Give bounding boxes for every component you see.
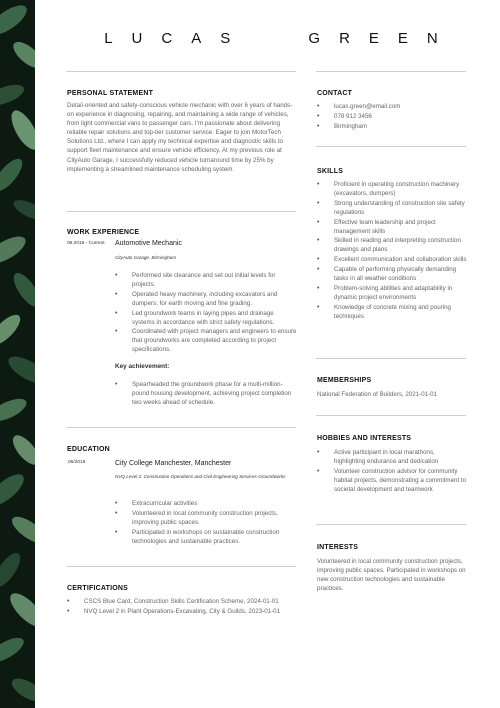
school-name: City College Manchester, Manchester: [115, 460, 232, 467]
first-name: LUCAS: [104, 30, 250, 47]
list-item: • Led groundwork teams in laying pipes and drainage systems in accordance with strict safety regulations.: [115, 310, 297, 328]
phone[interactable]: • 078 912 3456: [317, 112, 467, 122]
hobbies-heading: HOBBIES AND INTERESTS: [317, 435, 412, 442]
divider: [316, 358, 466, 359]
list-item: • Coordinated with project managers and engineers to ensure that groundworks are completed according to project specifications.: [115, 328, 297, 355]
contact-heading: CONTACT: [317, 90, 353, 97]
divider: [316, 524, 466, 525]
divider: [316, 71, 466, 72]
list-item: • Capable of performing physically demanding tasks in all weather conditions: [317, 266, 467, 284]
memberships-heading: MEMBERSHIPS: [317, 377, 372, 384]
hobbies-list: [317, 449, 467, 496]
candidate-name: [35, 30, 500, 47]
job-date: 06.2018 - Current: [67, 241, 105, 246]
list-item: • Excellent communication and collaboration skills: [317, 256, 467, 265]
job-title: Automotive Mechanic: [115, 240, 182, 247]
divider: [66, 566, 296, 567]
memberships-text: National Federation of Builders, 2021-01-01: [317, 391, 438, 398]
divider: [66, 427, 296, 428]
list-item: • Extracurricular activities: [115, 500, 297, 509]
divider: [66, 211, 296, 212]
list-item: • Spearheaded the groundwork phase for a multi-million-pound housing development, achieving project completion two weeks ahead of schedule.: [115, 381, 297, 408]
list-item: • CSCS Blue Card, Construction Skills Certification Scheme, 2024-01-01: [67, 598, 295, 607]
list-item: • Volunteered in local community construction projects, improving public spaces.: [115, 510, 297, 528]
divider: [66, 71, 296, 72]
certifications-list: [67, 598, 295, 618]
interests-text: Volunteered in local community construction projects, improving public spaces. Participated in workshops on new construction technologies and sustainable practices.: [317, 558, 466, 593]
certifications-heading: CERTIFICATIONS: [67, 585, 129, 592]
education-heading: EDUCATION: [67, 446, 110, 453]
work-experience-heading: WORK EXPERIENCE: [67, 229, 140, 236]
skills-heading: SKILLS: [317, 168, 344, 175]
list-item: • Active participant in local marathons, highlighting endurance and dedication: [317, 449, 467, 467]
list-item: • Problem-solving abilities and adaptability in dynamic project environments: [317, 285, 467, 303]
job-company: CityAuto Garage, Birmingham: [115, 255, 177, 260]
key-achievement-heading: Key achievement:: [115, 363, 170, 370]
interests-heading: INTERESTS: [317, 544, 359, 551]
list-item: • Operated heavy machinery, including excavators and dumpers, for earth moving and fine grading.: [115, 291, 297, 309]
contact-list: [317, 102, 467, 132]
list-item: • Strong understanding of construction site safety regulations: [317, 200, 467, 218]
list-item: • Performed site clearance and set out initial levels for projects.: [115, 272, 297, 290]
divider: [316, 415, 466, 416]
job-duties-list: [115, 272, 297, 356]
city: • Birmingham: [317, 122, 467, 132]
list-item: • Volunteer construction advisor for community habitat projects, demonstrating a commitment to societal development and teamwork: [317, 468, 467, 495]
achievements-list: [115, 381, 297, 409]
personal-statement-text: Detail-oriented and safety-conscious vehicle mechanic with over 6 years of hands-on experience in diagnosing, repairing, and maintaining a wide range of vehicles, from light commercial vans to passenger cars. I'm passionate about delivering reliable repair solutions and top-tier customer service. Eager to join MotorTech Solutions Ltd., where I can apply my technical expertise and diagnostic skills to support fleet maintenance and ensure vehicle efficiency. At my previous role at CityAuto Garage, I successfully reduced vehicle turnaround time by 25% by implementing a streamlined maintenance scheduling system.: [67, 102, 293, 173]
list-item: • Participated in workshops on sustainable construction technologies and sustainable practices.: [115, 529, 297, 547]
qualification: NVQ Level 2: Construction Operations and Civil Engineering Services-Groundworks: [115, 474, 286, 479]
list-item: • NVQ Level 2 in Plant Operations-Excavating, City & Guilds, 2023-01-01: [67, 608, 295, 617]
leaf-decoration: [0, 0, 35, 708]
personal-statement-heading: PERSONAL STATEMENT: [67, 90, 154, 97]
last-name: GREEN: [308, 30, 457, 47]
list-item: • Skilled in reading and interpreting construction drawings and plans: [317, 237, 467, 255]
list-item: • Proficient in operating construction machinery (excavators, dumpers): [317, 181, 467, 199]
list-item: • Effective team leadership and project management skills: [317, 219, 467, 237]
education-list: [115, 500, 297, 548]
email[interactable]: • lucas.green@email.com: [317, 102, 467, 112]
skills-list: [317, 181, 467, 323]
divider: [316, 146, 466, 147]
list-item: • Knowledge of concrete mixing and pouring techniques: [317, 304, 467, 322]
education-date: 06/2019: [68, 460, 86, 465]
